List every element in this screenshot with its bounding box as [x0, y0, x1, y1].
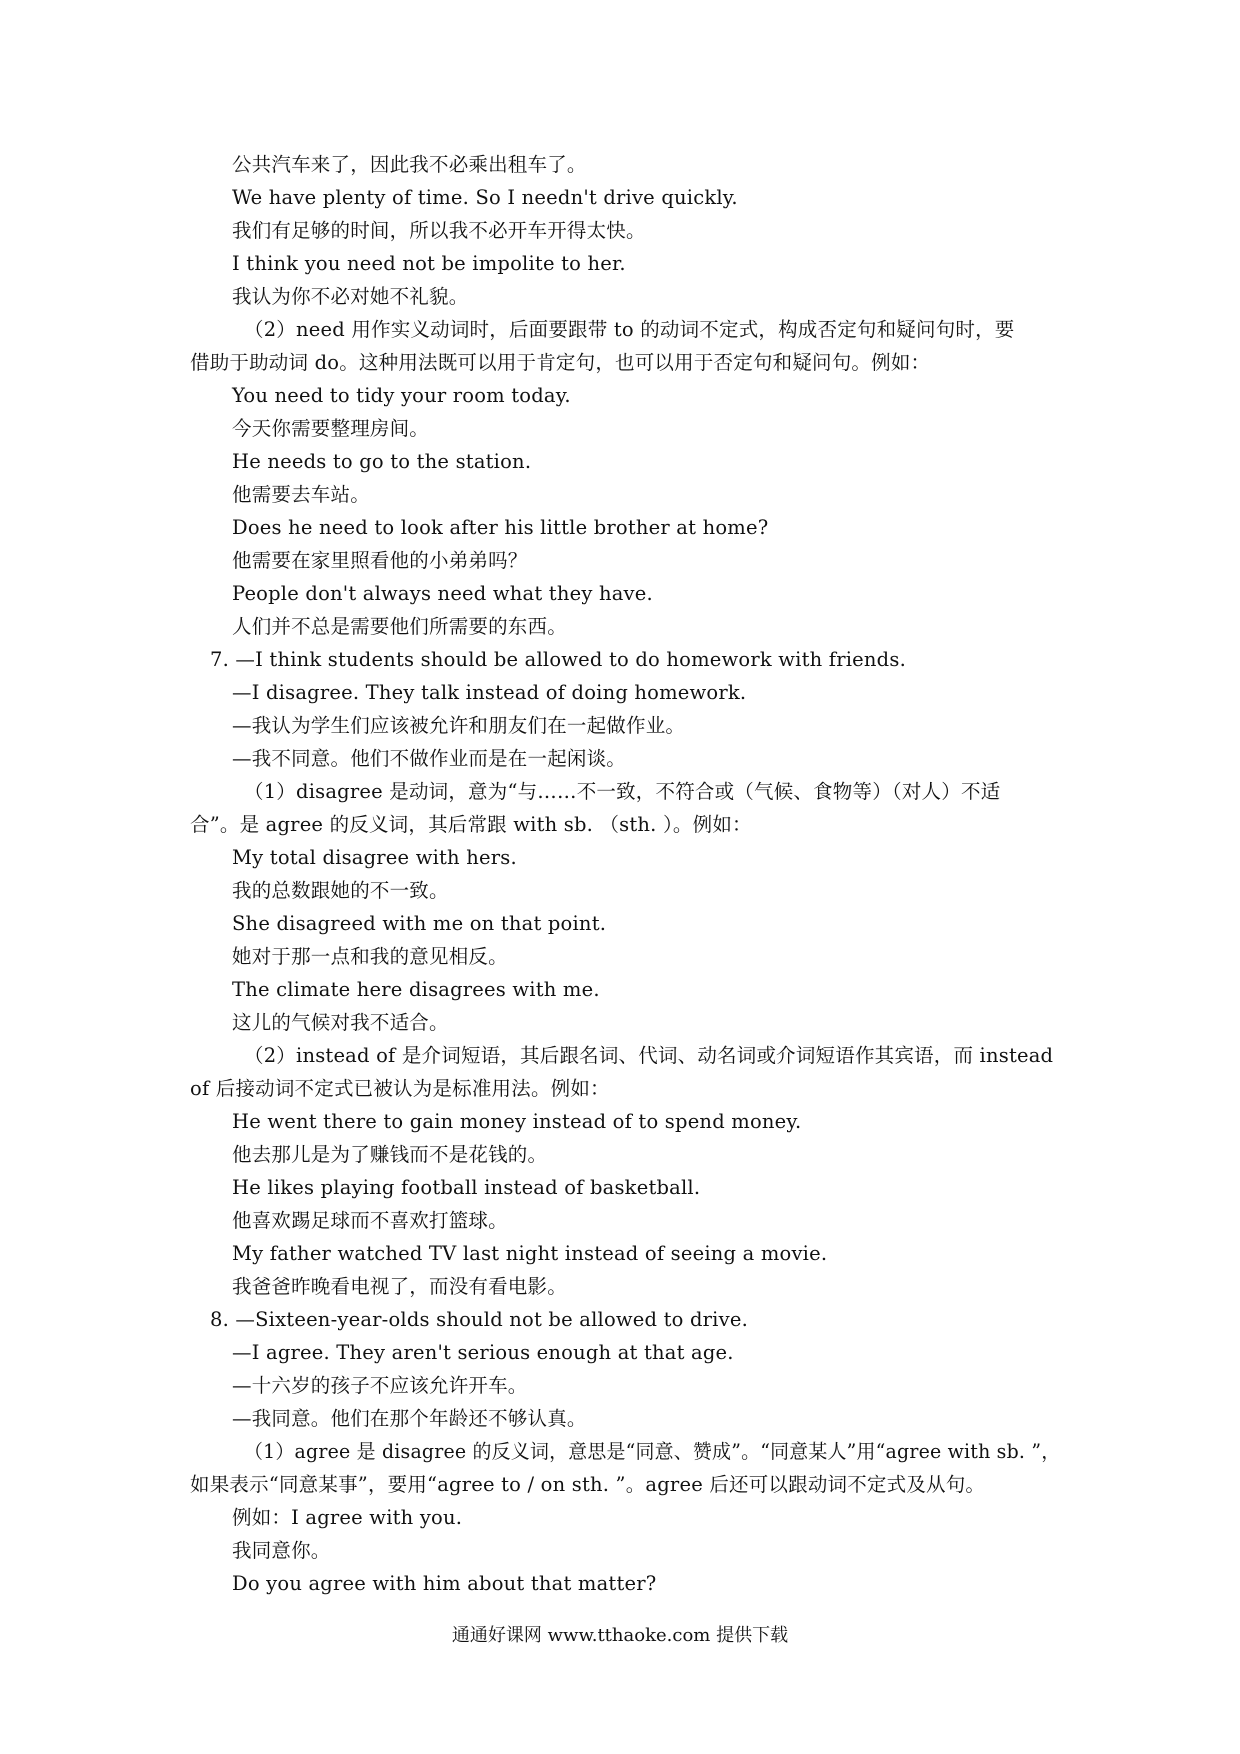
text-line: （1）disagree 是动词，意为“与……不一致，不符合或（气候、食物等）（对人）不适 [244, 780, 1001, 803]
text-line: We have plenty of time. So I needn't drive quickly. [232, 186, 738, 209]
text-line: 今天你需要整理房间。 [232, 417, 430, 440]
text-line: 我的总数跟她的不一致。 [232, 879, 449, 902]
text-line: —I agree. They aren't serious enough at that age. [232, 1341, 734, 1364]
text-line: 人们并不总是需要他们所需要的东西。 [232, 615, 567, 638]
page-footer: 通通好课网 www.tthaoke.com 提供下载 [451, 1625, 789, 1646]
text-line: He likes playing football instead of basketball. [232, 1176, 701, 1199]
text-line: People don't always need what they have. [232, 582, 653, 605]
text-line: —我认为学生们应该被允许和朋友们在一起做作业。 [232, 714, 686, 737]
text-line: He needs to go to the station. [232, 450, 532, 473]
text-line: 他去那儿是为了赚钱而不是花钱的。 [232, 1143, 548, 1166]
text-line: She disagreed with me on that point. [232, 912, 607, 935]
text-line: 合”。是 agree 的反义词，其后常跟 with sb. （sth. ）。例如： [190, 813, 752, 836]
text-line: 她对于那一点和我的意见相反。 [232, 945, 508, 968]
text-line: Do you agree with him about that matter? [232, 1572, 657, 1595]
text-line: 他需要在家里照看他的小弟弟吗？ [232, 549, 528, 572]
text-line: of 后接动词不定式已被认为是标准用法。例如： [190, 1077, 610, 1100]
text-line: 借助于助动词 do。这种用法既可以用于肯定句，也可以用于否定句和疑问句。例如： [190, 351, 931, 374]
text-line: The climate here disagrees with me. [232, 978, 600, 1001]
text-line: 公共汽车来了，因此我不必乘出租车了。 [232, 153, 587, 176]
text-line: My father watched TV last night instead of seeing a movie. [232, 1242, 828, 1265]
text-line: —I disagree. They talk instead of doing homework. [232, 681, 747, 704]
text-line: Does he need to look after his little brother at home? [232, 516, 769, 539]
item-heading: 8. —Sixteen-year-olds should not be allowed to drive. [210, 1308, 748, 1331]
text-line: 我认为你不必对她不礼貌。 [232, 285, 469, 308]
text-line: 我同意你。 [232, 1539, 331, 1562]
text-line: 如果表示“同意某事”，要用“agree to / on sth. ”。agree 后还可以跟动词不定式及从句。 [190, 1473, 986, 1496]
text-line: —我不同意。他们不做作业而是在一起闲谈。 [232, 747, 627, 770]
text-line: 例如：I agree with you. [232, 1506, 463, 1529]
text-line: （1）agree 是 disagree 的反义词，意思是“同意、赞成”。“同意某人”用“agree with sb. ”， [244, 1440, 1061, 1463]
text-line: （2）need 用作实义动词时，后面要跟带 to 的动词不定式，构成否定句和疑问句时，要 [244, 318, 1015, 341]
text-line: —我同意。他们在那个年龄还不够认真。 [232, 1407, 587, 1430]
text-line: I think you need not be impolite to her. [232, 252, 626, 275]
text-line: 他需要去车站。 [232, 483, 370, 506]
text-line: 我们有足够的时间，所以我不必开车开得太快。 [232, 219, 646, 242]
text-line: 这儿的气候对我不适合。 [232, 1011, 449, 1034]
text-line: （2）instead of 是介词短语，其后跟名词、代词、动名词或介词短语作其宾语，而 instead [244, 1044, 1054, 1067]
item-heading: 7. —I think students should be allowed to do homework with friends. [210, 648, 906, 671]
text-line: You need to tidy your room today. [232, 384, 571, 407]
text-line: 我爸爸昨晚看电视了，而没有看电影。 [232, 1275, 567, 1298]
text-line: My total disagree with hers. [232, 846, 517, 869]
text-line: 他喜欢踢足球而不喜欢打篮球。 [232, 1209, 508, 1232]
text-line: —十六岁的孩子不应该允许开车。 [232, 1374, 528, 1397]
text-line: He went there to gain money instead of to spend money. [232, 1110, 802, 1133]
